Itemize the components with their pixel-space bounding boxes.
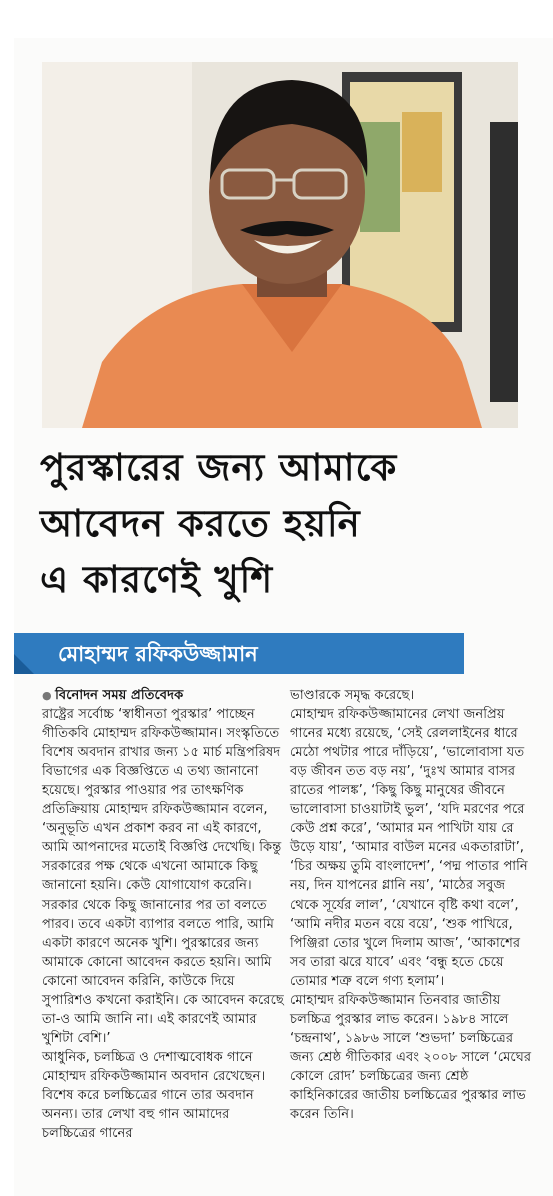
- body-paragraph: রাষ্ট্রের সর্বোচ্চ ‘স্বাধীনতা পুরস্কার’ পাচ্ছেন গীতিকবি মোহাম্মদ রফিকউজ্জামান। সংস্কৃতিতে বিশেষ অবদান রাখার জন্য ১৫ মার্চ মন্ত্রিপরিষদ বিভাগের এক বিজ্ঞপ্তিতে এ তথ্য জানানো হয়েছে। পুরস্কার পাওয়ার পর তাৎক্ষণিক প্রতিক্রিয়ায় মোহাম্মদ রফিকউজ্জামান বলেন, ‘অনুভূতি এখন প্রকাশ করব না এই কারণে, আমি আপনাদের মতোই বিজ্ঞপ্তি দেখেছি। কিন্তু সরকারের পক্ষ থেকে এখনো আমাকে কিছু জানানো হয়নি। কেউ যোগাযোগ করেনি। সরকার থেকে কিছু জানানোর পর তা বলতে পারব। তবে একটা ব্যাপার বলতে পারি, আমি একটা কারণে অনেক খুশি। পুরস্কারের জন্য আমাকে কোনো আবেদন করতে হয়নি। আমি কোনো আবেদন করিনি, কাউকে দিয়ে সুপারিশও কখনো করাইনি। কে আবেদন করেছে তা-ও আমি জানি না। এই কারণেই আমার খুশিটা বেশি।’: [42, 707, 284, 1046]
- body-paragraph: মোহাম্মদ রফিকউজ্জামানের লেখা জনপ্রিয় গানের মধ্যে রয়েছে, ‘সেই রেললাইনের ধারে মেঠো পথটার পারে দাঁড়িয়ে’, ‘ভালোবাসা যত বড় জীবন তত বড় নয়’, ‘দুঃখ আমার বাসর রাতের পালঙ্ক’, ‘কিছু কিছু মানুষের জীবনে ভালোবাসা চাওয়াটাই ভুল’, ‘যদি মরণের পরে কেউ প্রশ্ন করে’, ‘আমার মন পাখিটা যায় রে উড়ে যায়’, ‘আমার বাউল মনের একতারাটা’, ‘চির অক্ষয় তুমি বাংলাদেশ’, ‘পদ্ম পাতার পানি নয়, দিন যাপনের গ্লানি নয়’, ‘মাঠের সবুজ থেকে সূর্যের লাল’, ‘যেখানে বৃষ্টি কথা বলে’, ‘আমি নদীর মতন বয়ে বয়ে’, ‘শুক পাখিরে, পিঞ্জিরা তোর খুলে দিলাম আজ’, ‘আকাশের সব তারা ঝরে যাবে’ এবং ‘বন্ধু হতে চেয়ে তোমার শত্রু বলে গণ্য হলাম’।: [290, 707, 528, 989]
- headline: [40, 440, 520, 608]
- headline-line-3: এ কারণেই খুশি: [40, 558, 274, 601]
- portrait-illustration: [42, 62, 518, 428]
- body-paragraph: ভাণ্ডারকে সমৃদ্ধ করেছে।: [290, 688, 415, 703]
- dateline: বিনোদন সময় প্রতিবেদক: [55, 688, 184, 703]
- article-column-right: [290, 686, 534, 1124]
- dateline-paragraph: [42, 686, 286, 705]
- body-paragraph: আধুনিক, চলচ্চিত্র ও দেশাত্মবোধক গানে মোহাম্মদ রফিকউজ্জামান অবদান রেখেছেন। বিশেষ করে চলচ্চিত্রের গানে তার অবদান অনন্য। তার লেখা বহু গান আমাদের চলচ্চিত্রের গানের: [42, 1049, 266, 1142]
- portrait-photo: [42, 62, 518, 428]
- headline-line-1: পুরস্কারের জন্য আমাকে: [40, 446, 398, 489]
- article-column-left: [42, 686, 286, 1143]
- bullet-icon: ●: [42, 689, 56, 702]
- byline: মোহাম্মদ রফিকউজ্জামান: [58, 642, 258, 666]
- body-paragraph: মোহাম্মদ রফিকউজ্জামান তিনবার জাতীয় চলচ্চিত্র পুরস্কার লাভ করেন। ১৯৮৪ সালে ‘চন্দ্রনাথ’, ১৯৮৬ সালে ‘শুভদা’ চলচ্চিত্রের জন্য শ্রেষ্ঠ গীতিকার এবং ২০০৮ সালে ‘মেঘের কোলে রোদ’ চলচ্চিত্রের জন্য শ্রেষ্ঠ কাহিনিকারের জাতীয় চলচ্চিত্রের পুরস্কার লাভ করেন তিনি।: [290, 992, 532, 1123]
- headline-line-2: আবেদন করতে হয়নি: [40, 502, 361, 545]
